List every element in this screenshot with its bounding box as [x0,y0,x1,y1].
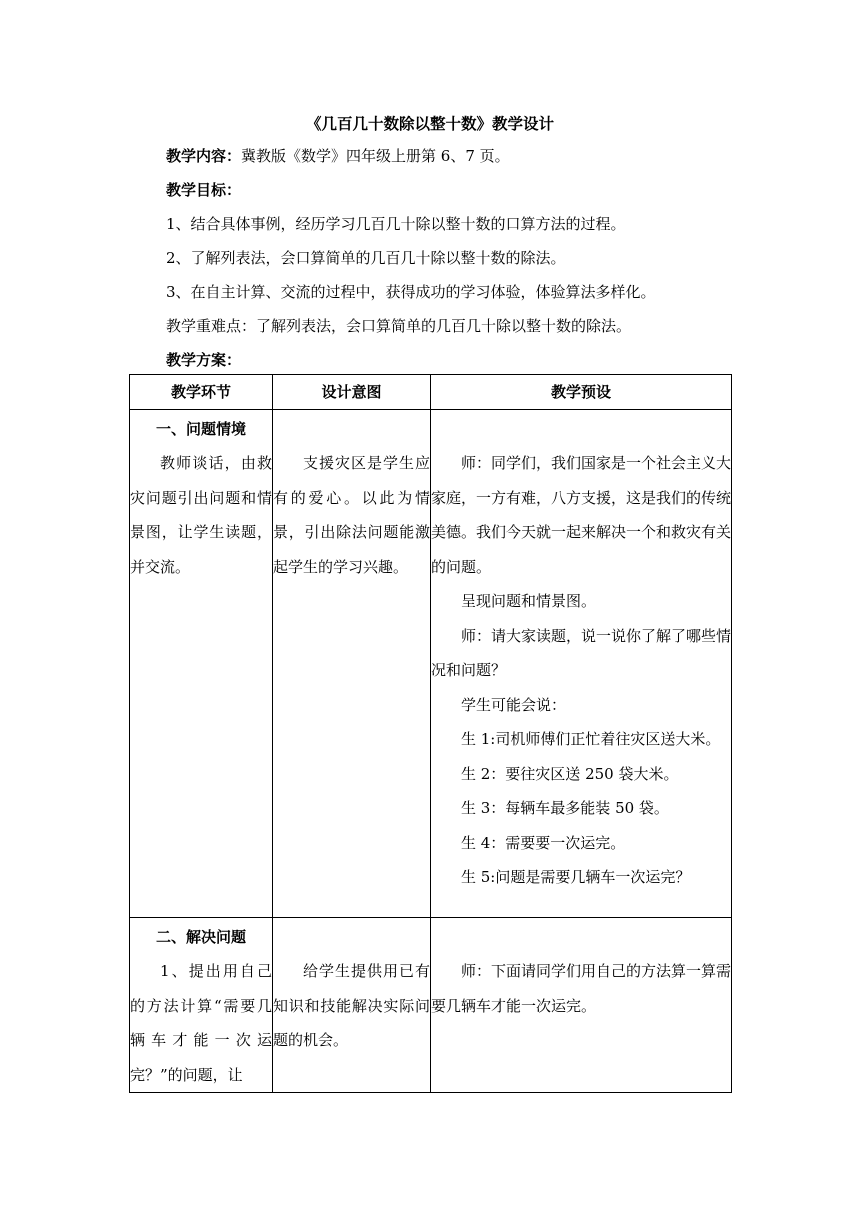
table-row [130,918,732,1093]
preset-line: 师：请大家读题，说一说你了解了哪些情况和问题？ [431,626,732,679]
intent-text: 给学生提供用已有知识和技能解决实际问题的机会。 [273,962,430,1049]
preset-line: 师：下面请同学们用自己的方法算一算需要几辆车才能一次运完。 [431,962,732,1015]
teaching-goals-label: 教学目标： [166,181,242,199]
preset-cell [431,918,732,1093]
section-title: 一、问题情境 [155,420,246,438]
teaching-goal-3: 3、在自主计算、交流的过程中，获得成功的学习体验，体验算法多样化。 [166,283,656,301]
table-header-row [130,375,732,410]
table-row [130,410,732,918]
preset-line: 呈现问题和情景图。 [461,592,597,610]
header-stage: 教学环节 [130,375,273,410]
document-title: 《几百几十数除以整十数》教学设计 [305,115,554,133]
preset-cell [431,410,732,918]
preset-line: 生 3：每辆车最多能装 50 袋。 [461,799,669,817]
intent-cell [273,918,431,1093]
preset-line: 生 2：要往灾区送 250 袋大米。 [461,764,679,783]
intent-cell [273,410,431,918]
section-title: 二、解决问题 [155,928,246,946]
teaching-content-text: 冀教版《数学》四年级上册第 6、7 页。 [241,147,510,165]
preset-line: 师：同学们，我们国家是一个社会主义大家庭，一方有难，八方支援，这是我们的传统美德。我们今天就一起来解决一个和救灾有关的问题。 [431,454,732,576]
teaching-plan-table [129,374,732,1093]
teaching-goal-1: 1、结合具体事例，经历学习几百几十除以整十数的口算方法的过程。 [166,215,626,233]
key-points: 教学重难点：了解列表法，会口算简单的几百几十除以整十数的除法。 [166,317,632,335]
header-preset: 教学预设 [431,375,732,410]
stage-text: 1、提出用自己的方法计算“需要几辆车才能一次运完？”的问题，让 [130,962,272,1084]
stage-text: 教师谈话，由救灾问题引出问题和情景图，让学生读题，并交流。 [130,454,272,576]
teaching-content-label: 教学内容： [166,147,242,165]
preset-line: 生 4：需要要一次运完。 [461,833,626,852]
preset-line: 生 1:司机师傅们正忙着往灾区送大米。 [461,730,721,748]
stage-cell [130,918,273,1093]
stage-cell [130,410,273,918]
preset-line: 生 5:问题是需要几辆车一次运完？ [461,868,691,886]
intent-text: 支援灾区是学生应有的爱心。以此为情景，引出除法问题能激起学生的学习兴趣。 [273,454,430,576]
teaching-content [166,146,510,166]
header-intent: 设计意图 [273,375,431,410]
preset-line: 学生可能会说： [461,695,567,714]
teaching-goal-2: 2、了解列表法，会口算简单的几百几十除以整十数的除法。 [166,249,566,267]
teaching-plan-label: 教学方案： [166,351,242,369]
